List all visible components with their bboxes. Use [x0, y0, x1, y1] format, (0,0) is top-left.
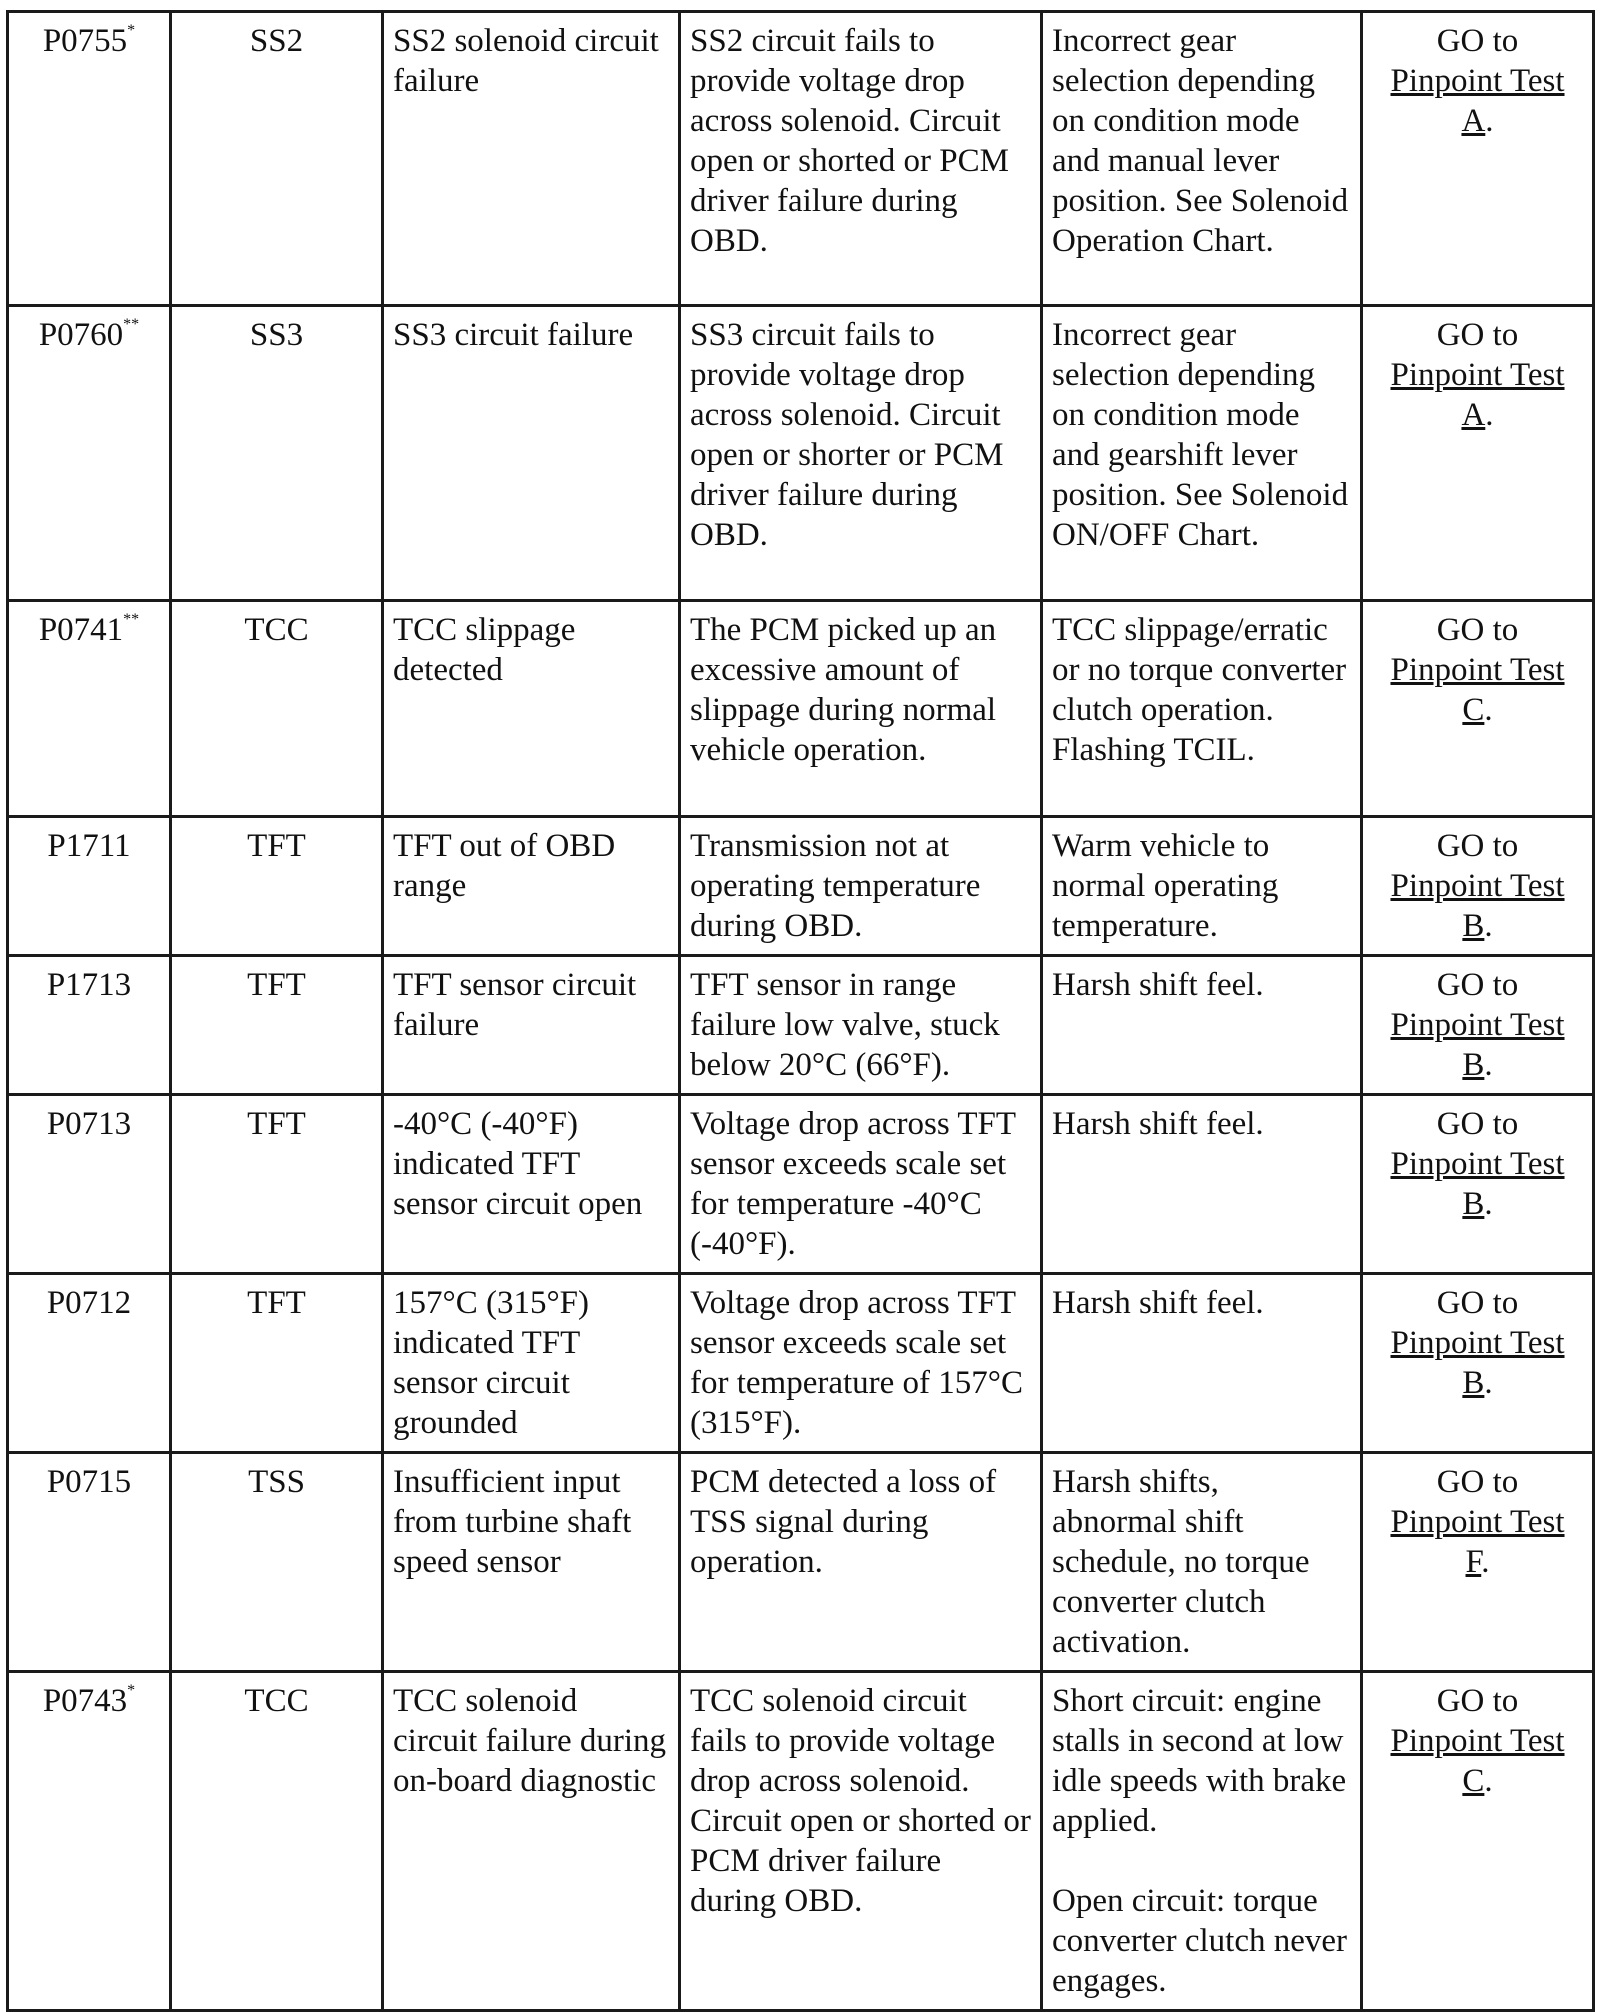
action-prefix: GO to	[1436, 1683, 1519, 1719]
dtc-code-cell	[8, 1095, 171, 1274]
component: TFT	[247, 967, 306, 1003]
component: SS3	[249, 317, 304, 353]
condition: TFT sensor in range failure low valve, stuck below 20°C (66°F).	[690, 967, 1000, 1083]
component-cell	[171, 956, 383, 1095]
table-row	[8, 956, 1594, 1095]
symptom: Harsh shifts, abnormal shift schedule, no torque converter clutch activation.	[1052, 1464, 1310, 1660]
description: Insufficient input from turbine shaft speed sensor	[393, 1464, 632, 1580]
condition-cell	[680, 1095, 1042, 1274]
symptom-cell	[1042, 306, 1362, 601]
symptom: Harsh shift feel.	[1052, 1285, 1264, 1321]
dtc-code-cell	[8, 817, 171, 956]
component-cell	[171, 1095, 383, 1274]
action-cell	[1362, 601, 1594, 817]
symptom: Incorrect gear selection depending on condition mode and manual lever position. See Solenoid Operation Chart.	[1052, 23, 1349, 259]
symptom-cell	[1042, 1274, 1362, 1453]
description: TCC solenoid circuit failure during on-board diagnostic	[393, 1683, 667, 1799]
description-cell	[383, 817, 680, 956]
dtc-code-cell	[8, 306, 171, 601]
action-cell	[1362, 306, 1594, 601]
action-cell	[1362, 1672, 1594, 2011]
condition: Voltage drop across TFT sensor exceeds scale set for temperature of 157°C (315°F).	[690, 1285, 1023, 1441]
pinpoint-test-link[interactable]: Pinpoint Test	[1390, 1007, 1565, 1043]
component: TFT	[247, 1285, 306, 1321]
pinpoint-test-link[interactable]: Pinpoint Test	[1390, 1325, 1565, 1361]
dtc-code-cell	[8, 1453, 171, 1672]
description-cell	[383, 1095, 680, 1274]
component-cell	[171, 1274, 383, 1453]
pinpoint-test-letter-link[interactable]: A	[1461, 397, 1486, 433]
pinpoint-test-letter-link[interactable]: A	[1461, 103, 1486, 139]
action-suffix: .	[1484, 1763, 1493, 1799]
description: TFT sensor circuit failure	[393, 967, 637, 1043]
action-cell	[1362, 12, 1594, 306]
action-cell	[1362, 1453, 1594, 1672]
pinpoint-test-link[interactable]: Pinpoint Test	[1390, 1504, 1565, 1540]
description-cell	[383, 956, 680, 1095]
description-cell	[383, 306, 680, 601]
dtc-code: P0760	[38, 317, 124, 353]
action-prefix: GO to	[1436, 967, 1519, 1003]
description: 157°C (315°F) indicated TFT sensor circuit grounded	[393, 1285, 589, 1441]
pinpoint-test-link[interactable]: Pinpoint Test	[1390, 652, 1565, 688]
table-row	[8, 1672, 1594, 2011]
component: TCC	[244, 1683, 309, 1719]
dtc-code-cell	[8, 601, 171, 817]
action-prefix: GO to	[1436, 317, 1519, 353]
action-cell	[1362, 956, 1594, 1095]
table-row	[8, 12, 1594, 306]
pinpoint-test-letter-link[interactable]: C	[1462, 692, 1485, 728]
symptom-cell	[1042, 12, 1362, 306]
symptom-cell	[1042, 1672, 1362, 2011]
pinpoint-test-letter-link[interactable]: F	[1465, 1544, 1482, 1580]
table-row	[8, 817, 1594, 956]
action-prefix: GO to	[1436, 1106, 1519, 1142]
description-cell	[383, 12, 680, 306]
pinpoint-test-link[interactable]: Pinpoint Test	[1390, 1146, 1565, 1182]
description: SS3 circuit failure	[393, 317, 634, 353]
symptom: TCC slippage/erratic or no torque converter clutch operation. Flashing TCIL.	[1052, 612, 1347, 768]
table-row	[8, 1274, 1594, 1453]
dtc-code-cell	[8, 1672, 171, 2011]
component: TSS	[248, 1464, 305, 1500]
pinpoint-test-letter-link[interactable]: B	[1462, 908, 1485, 944]
condition: PCM detected a loss of TSS signal during operation.	[690, 1464, 997, 1580]
pinpoint-test-letter-link[interactable]: B	[1462, 1186, 1485, 1222]
symptom: Warm vehicle to normal operating temperature.	[1052, 828, 1279, 944]
symptom-cell	[1042, 956, 1362, 1095]
dtc-code: P0755	[42, 23, 128, 59]
table-row	[8, 1453, 1594, 1672]
dtc-code: P0743	[42, 1683, 128, 1719]
condition-cell	[680, 601, 1042, 817]
pinpoint-test-link[interactable]: Pinpoint Test	[1390, 1723, 1565, 1759]
condition-cell	[680, 306, 1042, 601]
condition: SS3 circuit fails to provide voltage drop across solenoid. Circuit open or shorter or PCM driver failure during OBD.	[690, 317, 1004, 553]
dtc-code: P1713	[46, 967, 132, 1003]
component: SS2	[249, 23, 304, 59]
action-cell	[1362, 817, 1594, 956]
pinpoint-test-letter-link[interactable]: B	[1462, 1047, 1485, 1083]
action-suffix: .	[1484, 1186, 1493, 1222]
action-suffix: .	[1481, 1544, 1490, 1580]
table-row	[8, 1095, 1594, 1274]
table-body	[8, 12, 1594, 2011]
action-cell	[1362, 1095, 1594, 1274]
table-row	[8, 601, 1594, 817]
dtc-footnote-mark: *	[127, 1682, 136, 1699]
description: TCC slippage detected	[393, 612, 576, 688]
symptom: Incorrect gear selection depending on condition mode and gearshift lever position. See Solenoid ON/OFF Chart.	[1052, 317, 1349, 553]
component-cell	[171, 1672, 383, 2011]
description-cell	[383, 1672, 680, 2011]
component-cell	[171, 12, 383, 306]
dtc-table-page	[6, 10, 1592, 2012]
pinpoint-test-letter-link[interactable]: C	[1462, 1763, 1485, 1799]
symptom: Harsh shift feel.	[1052, 967, 1264, 1003]
pinpoint-test-letter-link[interactable]: B	[1462, 1365, 1485, 1401]
component-cell	[171, 817, 383, 956]
action-prefix: GO to	[1436, 23, 1519, 59]
action-suffix: .	[1484, 908, 1493, 944]
description-cell	[383, 601, 680, 817]
symptom-second-paragraph: Open circuit: torque converter clutch never engages.	[1052, 1883, 1348, 1999]
action-suffix: .	[1484, 1047, 1493, 1083]
dtc-footnote-mark: *	[127, 22, 136, 39]
action-prefix: GO to	[1436, 828, 1519, 864]
condition-cell	[680, 956, 1042, 1095]
component-cell	[171, 601, 383, 817]
condition: The PCM picked up an excessive amount of slippage during normal vehicle operation.	[690, 612, 997, 768]
condition-cell	[680, 12, 1042, 306]
component: TCC	[244, 612, 309, 648]
action-cell	[1362, 1274, 1594, 1453]
condition: Transmission not at operating temperature during OBD.	[690, 828, 981, 944]
action-suffix: .	[1485, 103, 1494, 139]
component: TFT	[247, 828, 306, 864]
pinpoint-test-link[interactable]: Pinpoint Test	[1390, 63, 1565, 99]
symptom-cell	[1042, 817, 1362, 956]
action-suffix: .	[1484, 692, 1493, 728]
dtc-footnote-mark: **	[123, 611, 140, 628]
description-cell	[383, 1274, 680, 1453]
dtc-code-cell	[8, 12, 171, 306]
table-row	[8, 306, 1594, 601]
dtc-code: P1711	[47, 828, 131, 864]
action-prefix: GO to	[1436, 612, 1519, 648]
dtc-code-cell	[8, 1274, 171, 1453]
dtc-code: P0713	[46, 1106, 132, 1142]
diagnostic-trouble-code-table	[6, 10, 1595, 2012]
dtc-code: P0712	[46, 1285, 132, 1321]
pinpoint-test-link[interactable]: Pinpoint Test	[1390, 868, 1565, 904]
action-suffix: .	[1484, 1365, 1493, 1401]
condition-cell	[680, 1453, 1042, 1672]
description-cell	[383, 1453, 680, 1672]
description: TFT out of OBD range	[393, 828, 616, 904]
symptom-cell	[1042, 1095, 1362, 1274]
condition-cell	[680, 1274, 1042, 1453]
dtc-footnote-mark: **	[123, 316, 140, 333]
dtc-code: P0715	[46, 1464, 132, 1500]
pinpoint-test-link[interactable]: Pinpoint Test	[1390, 357, 1565, 393]
condition: SS2 circuit fails to provide voltage drop across solenoid. Circuit open or shorted or PCM driver failure during OBD.	[690, 23, 1009, 259]
action-prefix: GO to	[1436, 1464, 1519, 1500]
condition-cell	[680, 817, 1042, 956]
action-suffix: .	[1485, 397, 1494, 433]
dtc-code-cell	[8, 956, 171, 1095]
condition: TCC solenoid circuit fails to provide voltage drop across solenoid. Circuit open or shorted or PCM driver failure during OBD.	[690, 1683, 1031, 1919]
condition-cell	[680, 1672, 1042, 2011]
description: -40°C (-40°F) indicated TFT sensor circuit open	[393, 1106, 643, 1222]
symptom: Harsh shift feel.	[1052, 1106, 1264, 1142]
component-cell	[171, 1453, 383, 1672]
description: SS2 solenoid circuit failure	[393, 23, 659, 99]
component: TFT	[247, 1106, 306, 1142]
symptom: Short circuit: engine stalls in second at low idle speeds with brake applied.	[1052, 1683, 1347, 1839]
symptom-cell	[1042, 601, 1362, 817]
condition: Voltage drop across TFT sensor exceeds scale set for temperature -40°C (-40°F).	[690, 1106, 1016, 1262]
component-cell	[171, 306, 383, 601]
action-prefix: GO to	[1436, 1285, 1519, 1321]
symptom-cell	[1042, 1453, 1362, 1672]
dtc-code: P0741	[38, 612, 124, 648]
